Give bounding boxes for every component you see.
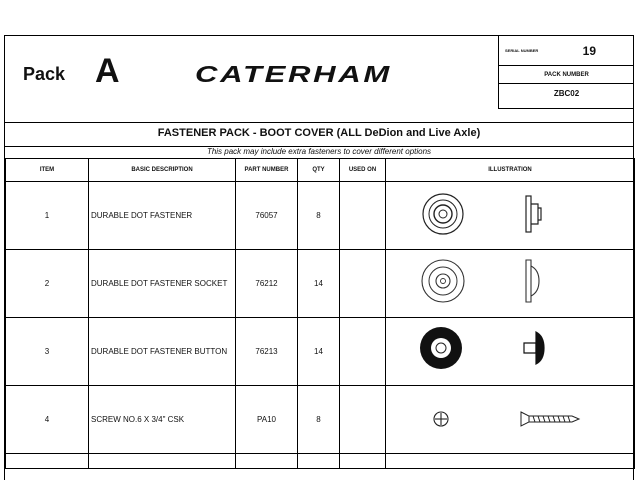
column-header-part-number: PART NUMBER: [236, 159, 298, 182]
pack-word: Pack: [23, 64, 66, 84]
parts-table: [5, 158, 635, 469]
item-description: DURABLE DOT FASTENER SOCKET: [89, 250, 236, 318]
part-number: 76213: [236, 318, 298, 386]
part-number: PA10: [236, 386, 298, 454]
part-number: 76057: [236, 182, 298, 250]
pack-letter: A: [95, 52, 120, 90]
illustration-cell: [386, 182, 635, 250]
illustration-cell: [386, 250, 635, 318]
used-on-cell: [340, 386, 386, 454]
item-number: 3: [6, 318, 89, 386]
fastener-side-icon: [526, 196, 541, 232]
document-header: [5, 36, 633, 123]
pack-number-value: ZBC02: [553, 89, 580, 98]
button-front-icon: [420, 327, 462, 369]
item-number: 2: [6, 250, 89, 318]
serial-number-value: 19: [582, 44, 596, 58]
fastener-pack-sheet: [4, 35, 634, 480]
button-side-icon: [524, 332, 544, 364]
column-header-illustration: ILLUSTRATION: [386, 159, 635, 182]
socket-front-icon: [422, 260, 464, 302]
screw-head-icon: [434, 412, 448, 426]
table-row: [6, 454, 635, 469]
column-header-used-on: USED ON: [340, 159, 386, 182]
item-number: 4: [6, 386, 89, 454]
item-number: 1: [6, 182, 89, 250]
column-header-description: BASIC DESCRIPTION: [89, 159, 236, 182]
quantity: 8: [298, 182, 340, 250]
quantity: 14: [298, 318, 340, 386]
table-row: [6, 386, 635, 454]
used-on-cell: [340, 250, 386, 318]
document-subtitle: This pack may include extra fasteners to cover different options: [206, 147, 432, 156]
pack-info-box: [498, 36, 634, 109]
quantity: 8: [298, 386, 340, 454]
pack-number-label: PACK NUMBER: [544, 72, 589, 78]
illustration-cell: [386, 386, 635, 454]
used-on-cell: [340, 182, 386, 250]
brand-logo: CATERHAM: [195, 61, 392, 87]
used-on-cell: [340, 318, 386, 386]
item-description: DURABLE DOT FASTENER BUTTON: [89, 318, 236, 386]
column-header-item: ITEM: [6, 159, 89, 182]
table-row: [6, 182, 635, 250]
table-header-row: [6, 159, 635, 182]
fastener-front-icon: [423, 194, 463, 234]
item-description: SCREW NO.6 X 3/4" CSK: [89, 386, 236, 454]
socket-side-icon: [526, 260, 539, 302]
title-band: [5, 122, 633, 147]
serial-number-label: SERIAL NUMBER: [505, 48, 539, 53]
item-description: DURABLE DOT FASTENER: [89, 182, 236, 250]
illustration-cell: [386, 318, 635, 386]
table-row: [6, 250, 635, 318]
column-header-qty: QTY: [298, 159, 340, 182]
table-row: [6, 318, 635, 386]
quantity: 14: [298, 250, 340, 318]
document-title: FASTENER PACK - BOOT COVER (ALL DeDion and Live Axle): [157, 127, 481, 139]
screw-side-icon: [521, 412, 579, 426]
part-number: 76212: [236, 250, 298, 318]
